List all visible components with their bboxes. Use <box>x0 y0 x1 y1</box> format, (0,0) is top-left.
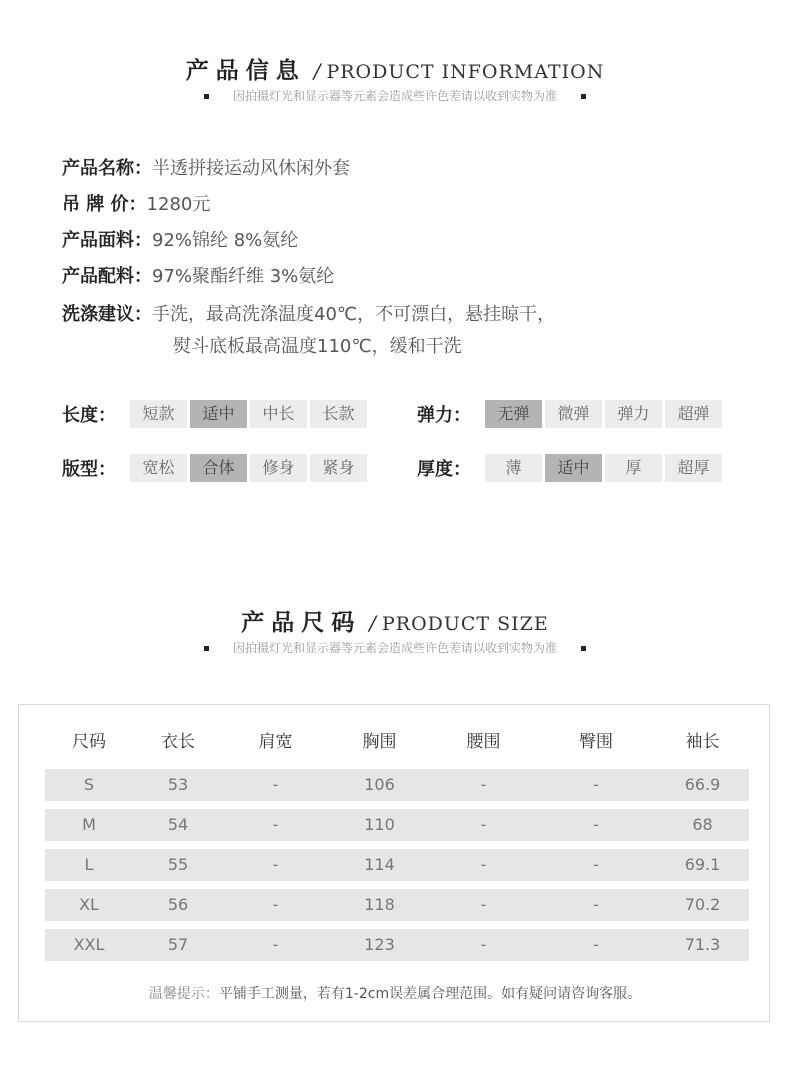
name-value: 半透拼接运动风休闲外套 <box>152 158 350 179</box>
cell-size: L <box>84 855 94 874</box>
cell-chest: 110 <box>364 815 395 834</box>
info-color-note <box>0 87 790 104</box>
wash-line-2: 熨斗底板最高温度110℃，缓和干洗 <box>173 336 462 357</box>
length-option-long: 长款 <box>310 400 367 428</box>
cell-hip: - <box>593 895 599 914</box>
title-slash: / <box>369 611 376 635</box>
cell-sleeve: 69.1 <box>684 855 721 874</box>
title-slash: / <box>313 59 321 83</box>
price-value: 1280元 <box>146 194 211 215</box>
cell-waist: - <box>480 855 487 874</box>
cell-size: XL <box>79 895 99 914</box>
lining-label: 产品配料： <box>62 266 152 287</box>
header-size: 尺码 <box>72 732 106 752</box>
cell-waist: - <box>480 895 487 914</box>
cell-size: M <box>82 815 96 834</box>
cell-chest: 106 <box>364 775 395 794</box>
fabric-label: 产品面料： <box>62 230 152 251</box>
size-table <box>45 725 749 961</box>
table-row <box>45 809 749 841</box>
wash-line-1: 手洗，最高洗涤温度40℃，不可漂白，悬挂晾干， <box>152 304 556 325</box>
fit-option-regular: 合体 <box>190 454 247 482</box>
length-option-mid-long: 中长 <box>250 400 307 428</box>
cell-waist: - <box>480 815 487 834</box>
thickness-option-thin: 薄 <box>485 454 542 482</box>
length-option-medium: 适中 <box>190 400 247 428</box>
cell-sleeve: 68 <box>692 815 713 834</box>
bullet-icon <box>581 94 586 99</box>
cell-waist: - <box>480 775 487 794</box>
attr-elasticity <box>417 400 725 428</box>
cell-shoulder: - <box>272 895 279 914</box>
fit-option-slim: 修身 <box>250 454 307 482</box>
cell-size: XXL <box>73 935 105 954</box>
length-option-short: 短款 <box>130 400 187 428</box>
cell-chest: 114 <box>364 855 395 874</box>
attr-fit <box>62 454 370 482</box>
table-row <box>45 849 749 881</box>
cell-shoulder: - <box>272 935 279 954</box>
cell-hip: - <box>593 855 599 874</box>
cell-chest: 118 <box>364 895 395 914</box>
wash-label: 洗涤建议： <box>62 304 152 325</box>
cell-sleeve: 66.9 <box>684 775 721 794</box>
bullet-icon <box>204 94 209 99</box>
cell-length: 56 <box>167 895 189 914</box>
header-length: 衣长 <box>161 732 195 752</box>
header-sleeve: 袖长 <box>685 732 720 752</box>
cell-sleeve: 70.2 <box>684 895 721 914</box>
thickness-label: 厚度： <box>417 459 471 480</box>
cell-waist: - <box>480 935 487 954</box>
attr-length <box>62 400 370 428</box>
info-title-cn: 产品信息 <box>185 58 306 84</box>
cell-length: 57 <box>167 935 189 954</box>
cell-hip: - <box>593 815 599 834</box>
fit-option-tight: 紧身 <box>310 454 367 482</box>
cell-length: 54 <box>167 815 189 834</box>
header-shoulder: 肩宽 <box>258 732 293 752</box>
elasticity-option-none: 无弹 <box>485 400 542 428</box>
table-row <box>45 889 749 921</box>
size-title-cn: 产品尺码 <box>241 610 362 636</box>
info-note-text: 因拍摄灯光和显示器等元素会造成些许色差请以收到实物为准 <box>232 89 557 103</box>
cell-hip: - <box>593 775 599 794</box>
size-section-title <box>0 604 790 637</box>
fit-option-loose: 宽松 <box>130 454 187 482</box>
bullet-icon <box>204 646 209 651</box>
name-label: 产品名称： <box>62 158 152 179</box>
elasticity-option-elastic: 弹力 <box>605 400 662 428</box>
bullet-icon <box>581 646 586 651</box>
header-hip: 臀围 <box>579 732 613 752</box>
cell-sleeve: 71.3 <box>684 935 721 954</box>
size-table-box <box>18 704 770 1022</box>
tip-text: 平铺手工测量，若有1-2cm误差属合理范围。如有疑问请咨询客服。 <box>218 986 642 1002</box>
size-title-en: PRODUCT SIZE <box>381 613 549 635</box>
fit-label: 版型： <box>62 459 116 480</box>
info-row-lining <box>62 262 334 288</box>
cell-shoulder: - <box>272 815 279 834</box>
thickness-option-thick: 厚 <box>605 454 662 482</box>
cell-size: S <box>83 775 95 794</box>
info-title-en: PRODUCT INFORMATION <box>326 61 605 83</box>
lining-value: 97%聚酯纤维 3%氨纶 <box>152 266 335 287</box>
cell-length: 55 <box>167 855 189 874</box>
measurement-tip <box>19 983 771 1003</box>
elasticity-option-slight: 微弹 <box>545 400 602 428</box>
info-row-fabric <box>62 226 298 252</box>
fabric-value: 92%锦纶 8%氨纶 <box>152 230 299 251</box>
length-label: 长度： <box>62 405 116 426</box>
table-row <box>45 929 749 961</box>
tip-label: 温馨提示： <box>148 986 219 1002</box>
size-table-header <box>45 725 749 759</box>
info-row-name <box>62 154 350 180</box>
cell-chest: 123 <box>364 935 395 954</box>
elasticity-option-super: 超弹 <box>665 400 722 428</box>
header-waist: 腰围 <box>466 732 501 752</box>
thickness-option-extra-thick: 超厚 <box>665 454 722 482</box>
cell-length: 53 <box>167 775 189 794</box>
attr-thickness <box>417 454 725 482</box>
cell-hip: - <box>593 935 599 954</box>
info-section-title <box>0 52 790 85</box>
cell-shoulder: - <box>272 855 279 874</box>
thickness-option-medium: 适中 <box>545 454 602 482</box>
elasticity-label: 弹力： <box>417 405 471 426</box>
info-row-wash <box>62 300 555 358</box>
cell-shoulder: - <box>272 775 279 794</box>
info-row-price <box>62 190 210 216</box>
price-label: 吊 牌 价： <box>62 194 147 215</box>
size-color-note <box>0 639 790 656</box>
table-row <box>45 769 749 801</box>
header-chest: 胸围 <box>362 732 397 752</box>
size-note-text: 因拍摄灯光和显示器等元素会造成些许色差请以收到实物为准 <box>232 641 557 655</box>
